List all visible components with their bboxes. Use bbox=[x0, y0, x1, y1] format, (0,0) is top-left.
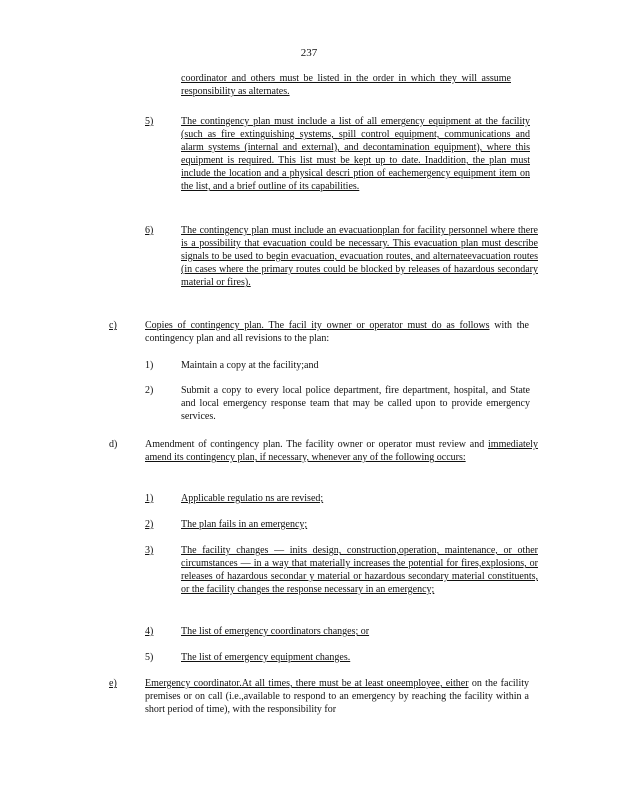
section-e-text-2: on the facility premises or on call (i.e.,available to respond to an emergency by reaching the facility within a short period of time), with the responsibility for bbox=[145, 678, 529, 715]
section-c-intro bbox=[145, 319, 529, 345]
section-d-item-4-text: The list of emergency coordinators changes; or bbox=[181, 626, 370, 637]
section-d-label: d) bbox=[109, 439, 118, 450]
item-6-text: The contingency plan must include an evacuationplan for facility personnel where there is a possibility that evacuation could be necessary. This evacuation plan must describe signals to be used to begin evacuation, evacuation routes, and alternateevacuation routes (in cases where the primary routes could be blocked by releases of hazardous secondary material or fires). bbox=[181, 225, 538, 288]
section-d-item-4-label: 4) bbox=[145, 626, 154, 637]
section-e-text-1: Emergency coordinator.At all times, there must be at least oneemployee, either bbox=[145, 678, 469, 689]
section-e-label: e) bbox=[109, 678, 117, 689]
page-number: 237 bbox=[300, 47, 318, 59]
section-d-text-1: Amendment of contingency plan. The facility owner or operator must review and bbox=[145, 439, 485, 450]
section-d-item-1-text: Applicable regulatio ns are revised; bbox=[181, 493, 324, 504]
section-c-item-2-text: Submit a copy to every local police department, fire department, hospital, and State and local emergency response team that may be called upon to provide emergency services. bbox=[181, 385, 530, 422]
section-d-item-2-text: The plan fails in an emergency; bbox=[181, 519, 308, 530]
section-d-item-3-label: 3) bbox=[145, 545, 154, 556]
section-c-text: with the contingency plan and all revisions to the plan: bbox=[145, 320, 529, 344]
section-c-item-1-text: Maintain a copy at the facility;and bbox=[181, 360, 319, 371]
section-d-item-3-text: The facility changes — inits design, construction,operation, maintenance, or other circumstances — in a way that materially increases the potential for fires,explosions, or releases of hazardous secondar y material or hazardous secondary material constituents, or the facility changes the response necessary in an emergency; bbox=[181, 545, 538, 595]
section-d-item-2-label: 2) bbox=[145, 519, 154, 530]
item-5-text: The contingency plan must include a list of all emergency equipment at the facility (such as fire extinguishing systems, spill control equipment, communications and alarm systems (internal and external), and decontamination equipment), where this equipment is required. This list must be kept up to date. Inaddition, the plan must include the location and a physical descri ption of eachemergency equipment item on the list, and a brief outline of its capabilities. bbox=[181, 116, 530, 192]
section-c-item-2-label: 2) bbox=[145, 385, 154, 396]
section-d-item-5-label: 5) bbox=[145, 652, 154, 663]
section-e-intro bbox=[145, 677, 529, 716]
continuation-paragraph: coordinator and others must be listed in the order in which they will assume responsibility as alternates. bbox=[181, 73, 511, 97]
section-d-text-2: immediately amend its contingency plan, if necessary, whenever any of the following occurs: bbox=[145, 439, 539, 463]
section-d-item-1-label: 1) bbox=[145, 493, 154, 504]
item-6-label: 6) bbox=[145, 225, 154, 236]
item-5-label: 5) bbox=[145, 116, 154, 127]
section-c-heading: Copies of contingency plan. The facil ity owner or operator must do as follows bbox=[145, 320, 490, 331]
section-d-item-5-text: The list of emergency equipment changes. bbox=[181, 652, 351, 663]
section-c-label: c) bbox=[109, 320, 117, 331]
section-d-intro bbox=[145, 438, 538, 464]
section-c-item-1-label: 1) bbox=[145, 360, 154, 371]
